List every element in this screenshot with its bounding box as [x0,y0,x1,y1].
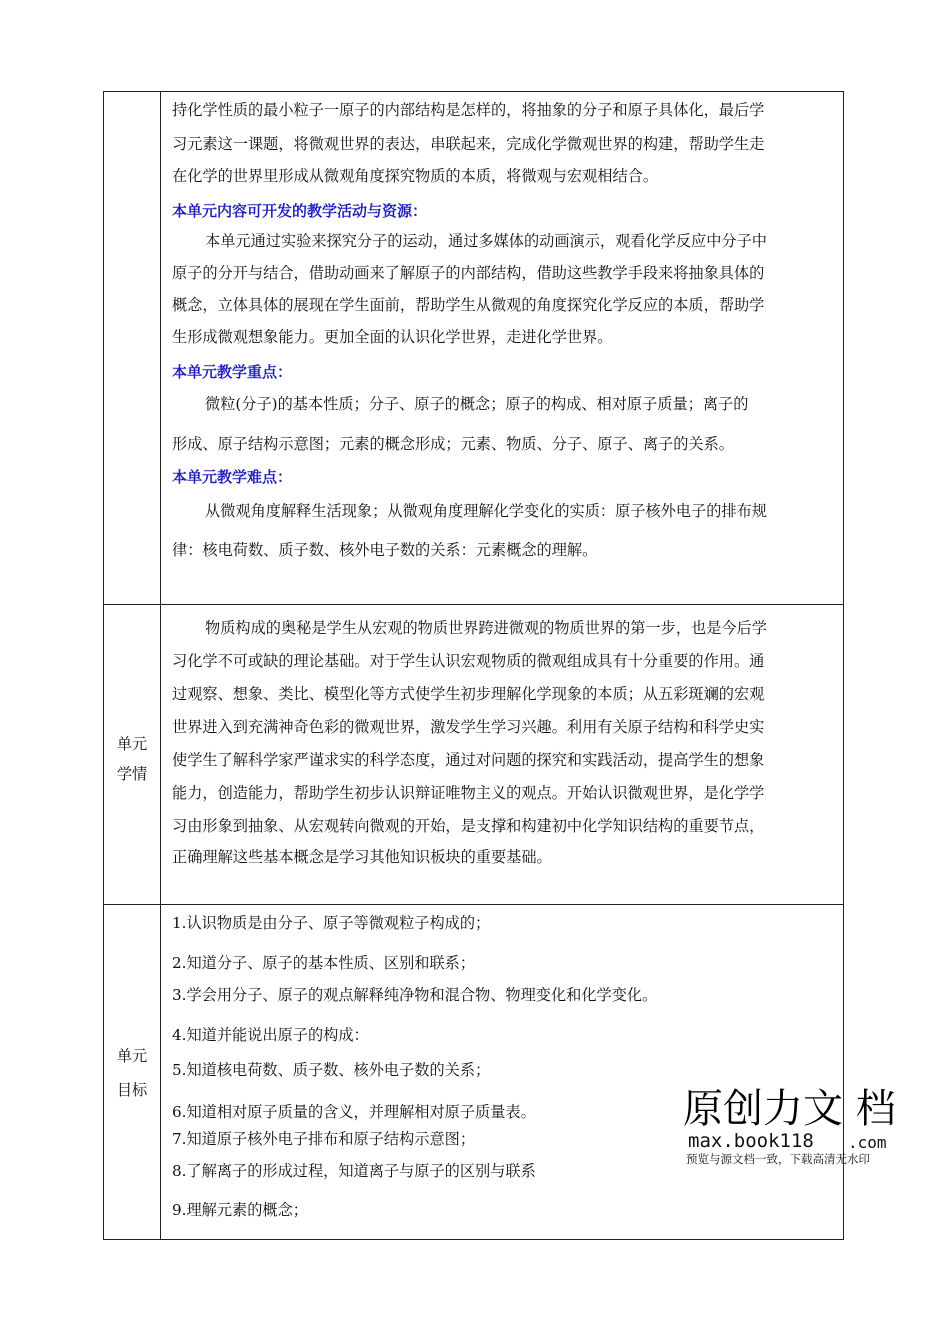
text-line: 本单元通过实验来探究分子的运动，通过多媒体的动画演示，观看化学反应中分子中 [205,232,767,250]
text-line: 能力，创造能力，帮助学生初步认识辩证唯物主义的观点。开始认识微观世界，是化学学 [172,784,765,802]
text-line: 从微观角度解释生活现象；从微观角度理解化学变化的实质：原子核外电子的排布规 [205,502,767,520]
text-line: 习由形象到抽象、从宏观转向微观的开始，是支撑和构建初中化学知识结构的重要节点， [172,817,765,835]
column-divider [160,91,161,1240]
goal-item: 2.知道分子、原子的基本性质、区别和联系； [172,954,476,972]
goal-item: 6.知道相对原子质量的含义，并理解相对原子质量表。 [172,1103,536,1121]
text-line: 持化学性质的最小粒子一原子的内部结构是怎样的，将抽象的分子和原子具体化，最后学 [172,101,765,119]
text-line: 概念，立体具体的展现在学生面前，帮助学生从微观的角度探究化学反应的本质，帮助学 [172,296,765,314]
row-label-line: 学情 [116,765,148,783]
goal-item: 8.了解离子的形成过程，知道离子与原子的区别与联系 [172,1162,536,1180]
goal-item: 7.知道原子核外电子排布和原子结构示意图； [172,1130,476,1148]
watermark-note: 预览与源文档一致，下载高清无水印 [686,1152,870,1166]
difficulty-heading: 本单元教学难点： [172,468,293,486]
text-line: 正确理解这些基本概念是学习其他知识板块的重要基础。 [172,848,552,866]
row-divider-1 [103,604,844,605]
text-line: 习化学不可或缺的理论基础。对于学生认识宏观物质的微观组成具有十分重要的作用。通 [172,652,765,670]
text-line: 过观察、想象、类比、模型化等方式使学生初步理解化学现象的本质；从五彩斑斓的宏观 [172,685,765,703]
goal-item: 1.认识物质是由分子、原子等微观粒子构成的； [172,914,491,932]
text-line: 使学生了解科学家严谨求实的科学态度，通过对问题的探究和实践活动，提高学生的想象 [172,751,765,769]
text-line: 形成、原子结构示意图；元素的概念形成；元素、物质、分子、原子、离子的关系。 [172,435,734,453]
key-points-heading: 本单元教学重点： [172,363,293,381]
row-divider-2 [103,904,844,905]
row-label-line: 单元 [116,735,148,753]
watermark-tld: .com [848,1133,887,1152]
goal-item: 3.学会用分子、原子的观点解释纯净物和混合物、物理变化和化学变化。 [172,986,658,1004]
text-line: 律：核电荷数、质子数、核外电子数的关系：元素概念的理解。 [172,541,598,559]
goal-item: 9.理解元素的概念； [172,1201,308,1219]
text-line: 物质构成的奥秘是学生从宏观的物质世界跨进微观的物质世界的第一步，也是今后学 [205,619,767,637]
text-line: 世界进入到充满神奇色彩的微观世界，激发学生学习兴趣。利用有关原子结构和科学史实 [172,718,765,736]
watermark-title: 原创力文 档 [683,1086,896,1132]
watermark-site: max.book118 [688,1130,814,1152]
resources-heading: 本单元内容可开发的教学活动与资源： [172,202,428,220]
row-label-line: 目标 [116,1081,148,1099]
text-line: 原子的分开与结合，借助动画来了解原子的内部结构，借助这些教学手段来将抽象具体的 [172,264,765,282]
text-line: 在化学的世界里形成从微观角度探究物质的本质，将微观与宏观相结合。 [172,167,658,185]
text-line: 微粒(分子)的基本性质；分子、原子的概念；原子的构成、相对原子质量；离子的 [205,395,749,413]
text-line: 习元素这一课题，将微观世界的表达，串联起来，完成化学微观世界的构建，帮助学生走 [172,135,765,153]
text-line: 生形成微观想象能力。更加全面的认识化学世界，走进化学世界。 [172,328,613,346]
row-label-line: 单元 [116,1047,148,1065]
goal-item: 5.知道核电荷数、质子数、核外电子数的关系； [172,1061,491,1079]
goal-item: 4.知道并能说出原子的构成： [172,1026,369,1044]
